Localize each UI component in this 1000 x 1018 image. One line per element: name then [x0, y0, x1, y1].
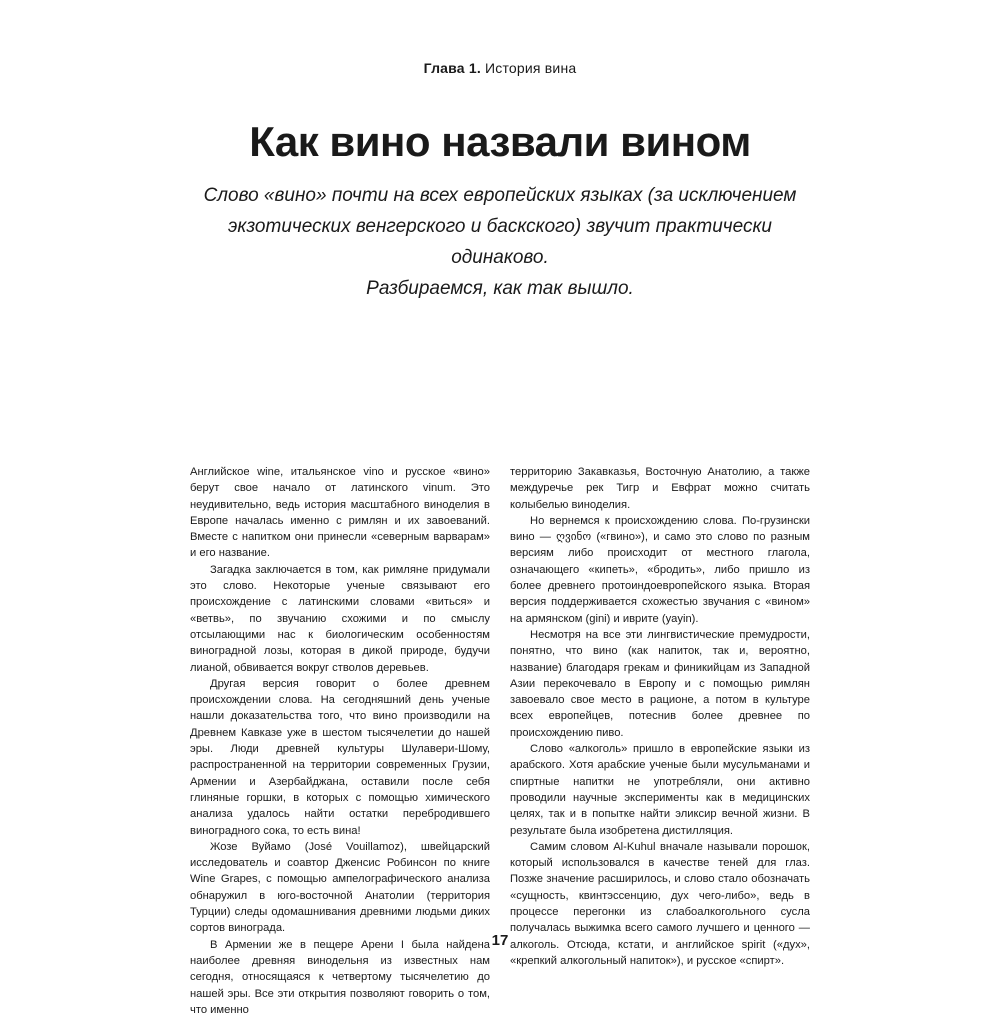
page-number: 17: [491, 932, 509, 949]
chapter-title: История вина: [485, 60, 577, 76]
paragraph: Английское wine, итальянское vino и русское «вино» берут свое начало от латинского vinum. Это неудивительно, ведь история масштабного виноделия в Европе началась именно с римлян и их завоеваний. Вместе с напитком они принесли «северным варварам» и его название.: [190, 466, 490, 560]
running-head: [0, 60, 1000, 76]
paragraph: Несмотря на все эти лингвистические премудрости, понятно, что вино (как напиток, так и, вероятно, название) благодаря грекам и финикийцам из Западной Азии перекочевало в Европу и с помощью римлян завоевало свое место в рационе, а потом в культуре всех европейцев, потеснив более древнее по происхождению пиво.: [510, 628, 810, 739]
paragraph: Самим словом Al-Kuhul вначале называли порошок, который использовался в качестве теней для глаз. Позже значение расширилось, и слово стало обозначать «сущность, квинтэссенцию, дух чего-либо», ведь в процессе перегонки из слабоалкогольного сусла получалась выжимка всего самого лучшего и ценного — алкоголь. Отсюда, кстати, и английское spirit («дух», «крепкий алкогольный напиток»), и русское «спирт».: [510, 840, 810, 967]
article-lede: [190, 180, 810, 304]
right-text-column: [510, 464, 810, 969]
paragraph: Слово «алкоголь» пришло в европейские языки из арабского. Хотя арабские ученые были мусульманами и спиртные напитки не употребляли, они активно проводили научные эксперименты как в медицинских целях, так и в попытке найти эликсир вечной жизни. В результате была изобретена дистилляция.: [510, 743, 810, 837]
lede-line: Слово «вино» почти на всех европейских языках (за исключением: [203, 185, 797, 206]
article-title: Как вино назвали вином: [249, 118, 751, 165]
paragraph: Загадка заключается в том, как римляне придумали это слово. Некоторые ученые связывают его происхождение с латинскими словами «виться» и «ветвь», по звучанию схожими и по смыслу отсылающими нас к биологическим особенностям виноградной лозы, которая в дикой природе, будучи лианой, обвивается вокруг стволов деревьев.: [190, 563, 490, 674]
paragraph: Жозе Вуйамо (José Vouillamoz), швейцарский исследователь и соавтор Дженсис Робинсон по книге Wine Grapes, с помощью ампелографического анализа обнаружил в юго-восточной Анатолии (территория Турции) следы одомашнивания древними людьми диких сортов винограда.: [190, 840, 490, 935]
paragraph: В Армении же в пещере Арени I была найдена наиболее древняя винодельня из известных нам сегодня, относящаяся к четвертому тысячелетию до нашей эры. Все эти открытия позволяют говорить о том, что именно: [190, 938, 490, 1016]
paragraph: территорию Закавказья, Восточную Анатолию, а также междуречье рек Тигр и Евфрат можно считать колыбелью виноделия.: [510, 466, 810, 511]
lede-line: Разбираемся, как так вышло.: [366, 278, 634, 299]
paragraph: Другая версия говорит о более древнем происхождении слова. На сегодняшний день ученые нашли доказательства того, что вино производили на Древнем Кавказе уже в шестом тысячелетии до нашей эры. Люди древней культуры Шулавери-Шому, распространенной на территории современных Грузии, Армении и Азербайджана, оставили после себя глиняные горшки, в которых с помощью химического анализа удалось найти остатки перебродившего виноградного сока, то есть вина!: [190, 677, 490, 837]
paragraph: Но вернемся к происхождению слова. По-грузински вино — ღვინო («гвино»), и само это слово по разным версиям либо происходит от местного глагола, означающего «кипеть», «бродить», либо пришло из более древнего протоиндоевропейского языка. Вторая версия поддерживается схожестью звучания с «вином» на армянском (gini) и иврите (yayin).: [510, 514, 810, 625]
chapter-label: Глава 1.: [423, 60, 481, 76]
lede-line: экзотических венгерского и баскского) звучит практически одинаково.: [228, 216, 772, 268]
